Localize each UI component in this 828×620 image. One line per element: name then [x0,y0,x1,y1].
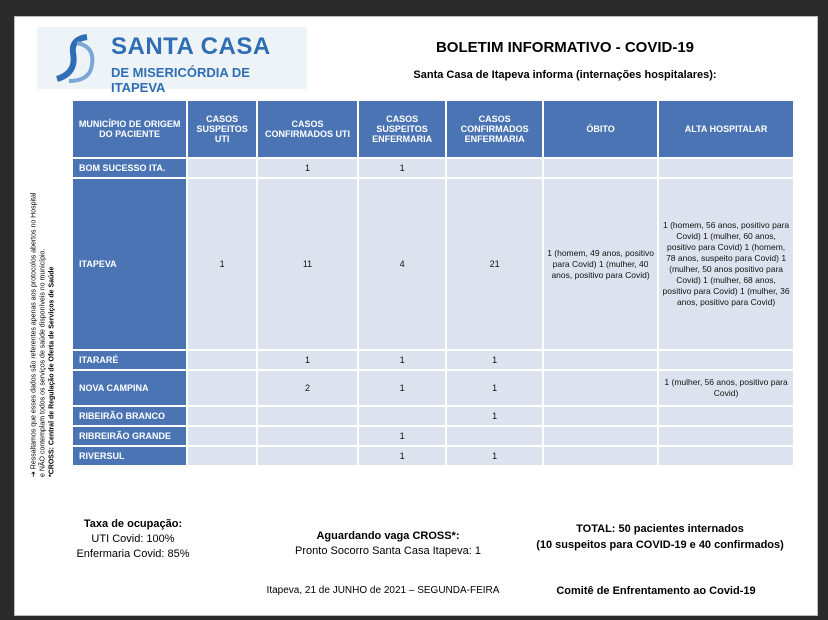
table-cell: 4 [359,179,445,349]
bulletin-sheet [14,16,818,616]
table-cell: 11 [258,179,357,349]
table-cell: 1 [359,427,445,445]
municipality-cell: NOVA CAMPINA [73,371,186,405]
table-row [73,179,793,349]
table-cell [659,447,793,465]
table-cell [447,159,542,177]
table-row [73,351,793,369]
table-cell [544,407,657,425]
page-subtitle: Santa Casa de Itapeva informa (internações hospitalares): [413,69,717,81]
table-cell [447,427,542,445]
occupancy-enfermaria: Enfermaria Covid: 85% [76,548,190,560]
table-cell: 1 (mulher, 56 anos, positivo para Covid) [659,371,793,405]
side-note-line-2: e NÃO contemplam todos os serviços de saúde disponíveis no município. [39,248,47,477]
table-cell [359,407,445,425]
table-row [73,159,793,177]
table-cell: 1 (homem, 49 anos, positivo para Covid) 1 (mulher, 40 anos, positivo para Covid) [544,179,657,349]
table-cell: 1 [447,447,542,465]
table-cell [659,351,793,369]
column-header: ALTA HOSPITALAR [659,101,793,157]
occupancy-title: Taxa de ocupação: [83,518,183,530]
logo-mark-icon [47,33,101,85]
page-title: BOLETIM INFORMATIVO - COVID-19 [435,39,695,56]
cases-table [71,99,795,467]
table-header-row [73,101,793,157]
table-cell [659,159,793,177]
table-cell [544,371,657,405]
logo-line-2: DE MISERICÓRDIA DE ITAPEVA [111,65,250,95]
table-cell [544,427,657,445]
table-row [73,447,793,465]
table-cell: 1 [258,351,357,369]
column-header: CASOS SUSPEITOS ENFERMARIA [359,101,445,157]
table-cell: 1 [188,179,256,349]
municipality-cell: BOM SUCESSO ITA. [73,159,186,177]
table-cell [188,407,256,425]
municipality-cell: RIVERSUL [73,447,186,465]
column-header: ÓBITO [544,101,657,157]
table-cell [258,427,357,445]
total-line-2: (10 suspeitos para COVID-19 e 40 confirmados) [536,539,784,551]
footer-committee: Comitê de Enfrentamento ao Covid-19 [556,585,756,597]
table-cell [544,447,657,465]
occupancy-uti: UTI Covid: 100% [91,533,175,545]
table-cell: 1 [447,407,542,425]
table-cell [188,351,256,369]
side-note [23,117,63,477]
santa-casa-logo [37,27,307,95]
table-cell: 1 [359,371,445,405]
table-cell: 1 [359,159,445,177]
table-cell: 1 [447,371,542,405]
total-block [515,521,805,553]
waiting-block [273,529,503,559]
table-cell: 21 [447,179,542,349]
waiting-title: Aguardando vaga CROSS*: [316,530,460,542]
table-cell [188,371,256,405]
table-cell [188,447,256,465]
table-cell: 1 [359,447,445,465]
column-header: MUNICÍPIO DE ORIGEM DO PACIENTE [73,101,186,157]
side-note-line-3: *CROSS: Central de Regulação de Oferta de Serviços de Saúde [48,266,56,477]
table-cell [544,351,657,369]
table-cell [188,159,256,177]
table-cell [659,407,793,425]
side-note-line-1: ➔ Ressaltamos que esses dados são referentes apenas aos protocolos abertos no Hospital [30,192,38,477]
table-cell: 2 [258,371,357,405]
table-cell: 1 [258,159,357,177]
municipality-cell: RIBEIRÃO BRANCO [73,407,186,425]
logo-line-1: SANTA CASA [111,33,271,60]
municipality-cell: ITAPEVA [73,179,186,349]
waiting-detail: Pronto Socorro Santa Casa Itapeva: 1 [295,545,481,557]
table-cell [659,427,793,445]
footer-date: Itapeva, 21 de JUNHO de 2021 – SEGUNDA-FEIRA [266,585,500,596]
column-header: CASOS SUSPEITOS UTI [188,101,256,157]
occupancy-block [63,517,203,562]
column-header: CASOS CONFIRMADOS UTI [258,101,357,157]
table-cell [544,159,657,177]
table-cell [258,407,357,425]
municipality-cell: RIBREIRÃO GRANDE [73,427,186,445]
table-cell: 1 [359,351,445,369]
table-cell: 1 [447,351,542,369]
table-cell: 1 (homem, 56 anos, positivo para Covid) 1 (mulher, 60 anos, positivo para Covid) 1 (homem, 78 anos, suspeito para Covid) 1 (mulher, 50 anos positivo para Covid) 1 (mulher, 68 anos, positivo para Covid) 1 (mulher, 36 anos, positivo para Covid) [659,179,793,349]
table-cell [258,447,357,465]
table-row [73,427,793,445]
table-row [73,371,793,405]
municipality-cell: ITARARÉ [73,351,186,369]
total-line-1: TOTAL: 50 pacientes internados [576,523,744,535]
table-row [73,407,793,425]
table-cell [188,427,256,445]
column-header: CASOS CONFIRMADOS ENFERMARIA [447,101,542,157]
